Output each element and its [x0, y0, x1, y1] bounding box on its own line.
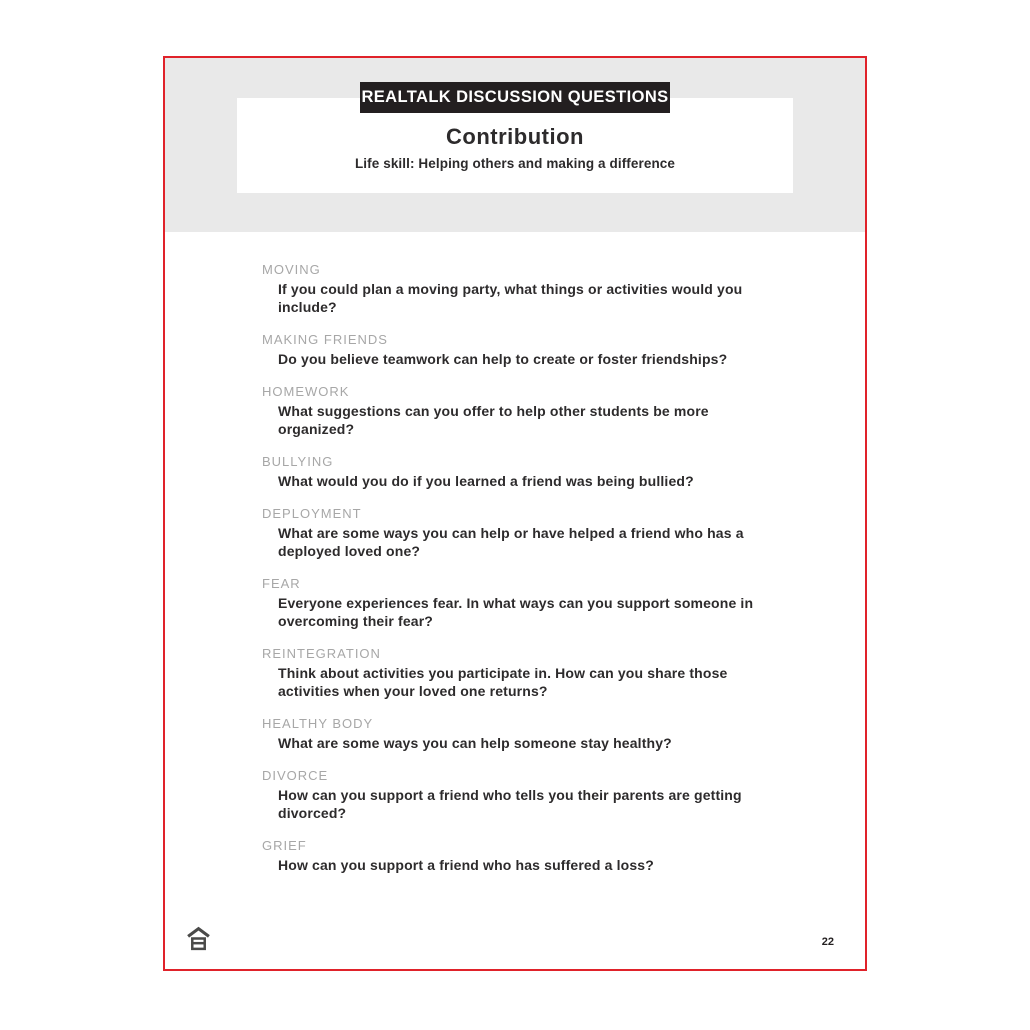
- question-text: Everyone experiences fear. In what ways can you support someone in overcoming their fear?: [278, 595, 754, 629]
- banner-label: REALTALK DISCUSSION QUESTIONS: [360, 82, 670, 113]
- question-text: What suggestions can you offer to help other students be more organized?: [278, 403, 709, 437]
- topic-label: BULLYING: [262, 454, 334, 469]
- worksheet-page: [163, 56, 867, 971]
- question-text: If you could plan a moving party, what things or activities would you include?: [278, 281, 743, 315]
- question-text: What would you do if you learned a friend was being bullied?: [278, 473, 694, 489]
- qa-item: [262, 262, 805, 316]
- topic-label: MAKING FRIENDS: [262, 332, 388, 347]
- question-text: Do you believe teamwork can help to create or foster friendships?: [278, 351, 728, 367]
- topic-label: MOVING: [262, 262, 321, 277]
- topic-label: DIVORCE: [262, 768, 329, 783]
- topic-label: HOMEWORK: [262, 384, 350, 399]
- qa-item: [262, 506, 805, 560]
- house-logo-icon: [185, 925, 212, 952]
- question-text: Think about activities you participate in. How can you share those activities when your loved one returns?: [278, 665, 728, 699]
- qa-item: [262, 576, 805, 630]
- page-number: 22: [821, 936, 834, 948]
- question-text: What are some ways you can help someone stay healthy?: [278, 735, 672, 751]
- topic-label: FEAR: [262, 576, 301, 591]
- topic-label: GRIEF: [262, 838, 307, 853]
- page-subtitle: Life skill: Helping others and making a difference: [354, 156, 676, 171]
- qa-item: [262, 332, 805, 368]
- qa-item: [262, 716, 805, 752]
- qa-item: [262, 838, 805, 874]
- question-text: How can you support a friend who tells you their parents are getting divorced?: [278, 787, 742, 821]
- page-title: Contribution: [446, 124, 584, 149]
- topic-label: DEPLOYMENT: [262, 506, 362, 521]
- topic-label: REINTEGRATION: [262, 646, 381, 661]
- topic-label: HEALTHY BODY: [262, 716, 374, 731]
- question-text: What are some ways you can help or have helped a friend who has a deployed loved one?: [278, 525, 744, 559]
- qa-item: [262, 384, 805, 438]
- question-list: [262, 262, 805, 890]
- qa-item: [262, 646, 805, 700]
- question-text: How can you support a friend who has suffered a loss?: [278, 857, 654, 873]
- qa-item: [262, 454, 805, 490]
- qa-item: [262, 768, 805, 822]
